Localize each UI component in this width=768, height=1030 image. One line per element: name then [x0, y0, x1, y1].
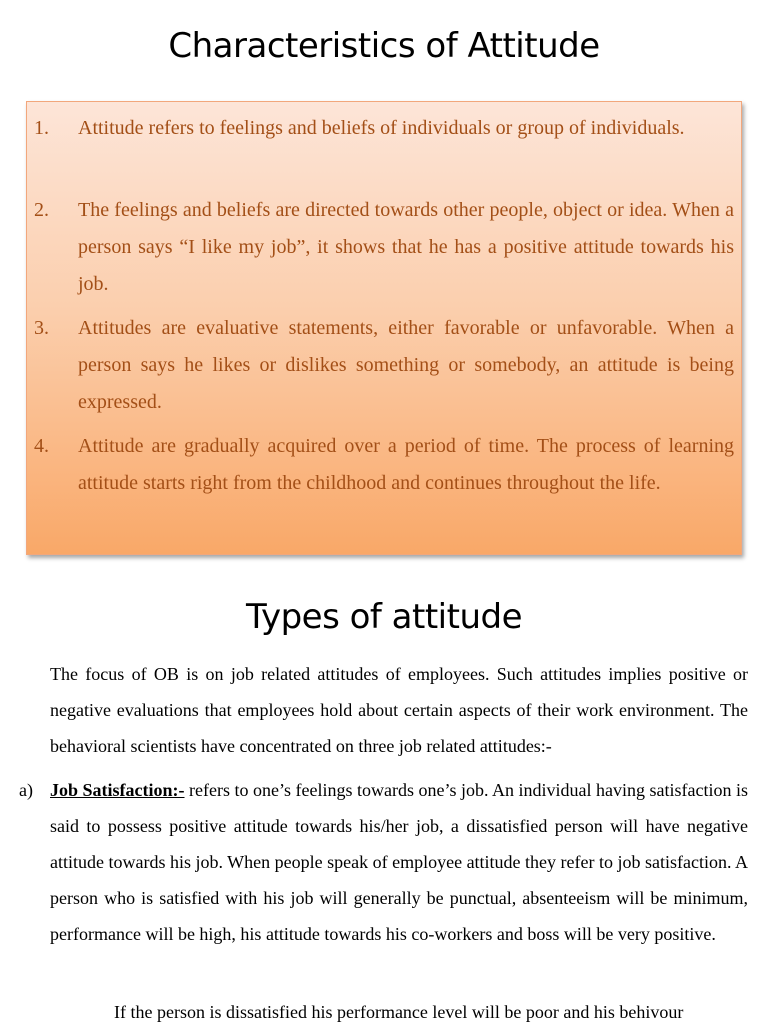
job-satisfaction-text: refers to one’s feelings towards one’s job. An individual having satisfaction is said to possess positive attitude towards his/her job, a dissatisfied person will have negative attitude towards his job. When people speak of employee attitude they refer to job satisfaction. A person who is satisfied with his job will generally be punctual, absenteeism will be minimum, performance will be high, his attitude towards his co-workers and boss will be very positive. — [50, 780, 748, 944]
job-satisfaction-paragraph — [50, 772, 748, 952]
list-marker: a) — [19, 780, 33, 800]
intro-paragraph: The focus of OB is on job related attitudes of employees. Such attitudes implies positive or negative evaluations that employees hold about certain aspects of their work environment. The behavioral scientists have concentrated on three job related attitudes:- — [50, 664, 748, 756]
list-item-number: 2. — [34, 199, 49, 221]
list-item-text: Attitudes are evaluative statements, either favorable or unfavorable. When a person says he likes or dislikes something or somebody, an attitude is being expressed. — [78, 317, 734, 413]
list-item-number: 1. — [34, 117, 49, 139]
list-item-text: Attitude refers to feelings and beliefs of individuals or group of individuals. — [78, 117, 685, 139]
job-satisfaction-term: Job Satisfaction:- — [50, 780, 185, 800]
list-item-text: Attitude are gradually acquired over a period of time. The process of learning attitude starts right from the childhood and continues throughout the life. — [78, 435, 734, 494]
page-title-characteristics: Characteristics of Attitude — [168, 26, 600, 66]
page-title-types: Types of attitude — [245, 597, 523, 637]
continuation-paragraph: If the person is dissatisfied his performance level will be poor and his behivour — [114, 1002, 684, 1022]
list-item-text: The feelings and beliefs are directed towards other people, object or idea. When a person says “I like my job”, it shows that he has a positive attitude towards his job. — [78, 199, 734, 295]
list-item-number: 3. — [34, 317, 49, 339]
characteristics-box — [26, 101, 742, 555]
list-item-number: 4. — [34, 435, 49, 457]
